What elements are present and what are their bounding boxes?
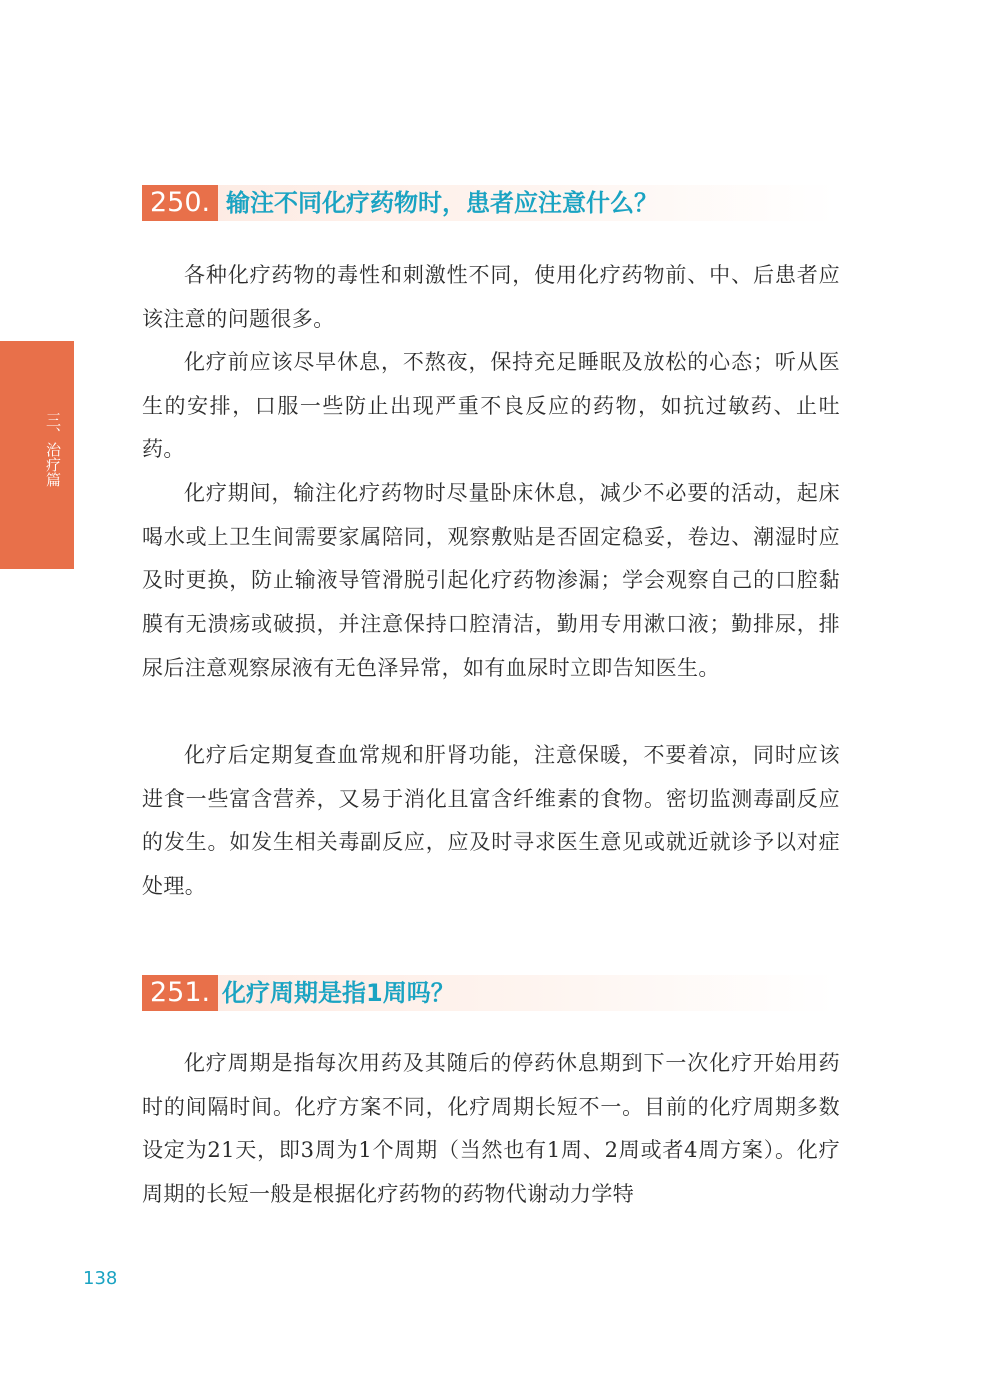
paragraph: 各种化疗药物的毒性和刺激性不同，使用化疗药物前、中、后患者应该注意的问题很多。: [142, 263, 840, 331]
question-title: 输注不同化疗药物时，患者应注意什么？: [226, 189, 658, 217]
chapter-side-tab-label: 三、治疗篇: [44, 412, 62, 487]
paragraph: 化疗后定期复查血常规和肝肾功能，注意保暖，不要着凉，同时应该进食一些富含营养，又易于消化且富含纤维素的食物。密切监测毒副反应的发生。如发生相关毒副反应，应及时寻求医生意见或就近就诊予以对症处理。: [142, 743, 840, 899]
question-header-250: [142, 185, 836, 221]
paragraph: 化疗期间，输注化疗药物时尽量卧床休息，减少不必要的活动，起床喝水或上卫生间需要家属陪同，观察敷贴是否固定稳妥，卷边、潮湿时应及时更换，防止输液导管滑脱引起化疗药物渗漏；学会观察自己的口腔黏膜有无溃疡或破损，并注意保持口腔清洁，勤用专用漱口液；勤排尿，排尿后注意观察尿液有无色泽异常，如有血尿时立即告知医生。: [142, 481, 840, 680]
question-title: 化疗周期是指1周吗？: [222, 979, 455, 1007]
paragraph: 化疗周期是指每次用药及其随后的停药休息期到下一次化疗开始用药时的间隔时间。化疗方案不同，化疗周期长短不一。目前的化疗周期多数设定为21天，即3周为1个周期（当然也有1周、2周或者4周方案）。化疗周期的长短一般是根据化疗药物的药物代谢动力学特: [142, 1051, 840, 1207]
chapter-side-tab: [0, 341, 74, 569]
paragraph: 化疗前应该尽早休息，不熬夜，保持充足睡眠及放松的心态；听从医生的安排，口服一些防止出现严重不良反应的药物，如抗过敏药、止吐药。: [142, 350, 840, 462]
question-number: 251.: [142, 975, 218, 1011]
question-number: 250.: [142, 185, 218, 221]
page-number: 138: [83, 1268, 118, 1289]
question-header-251: [142, 975, 836, 1011]
